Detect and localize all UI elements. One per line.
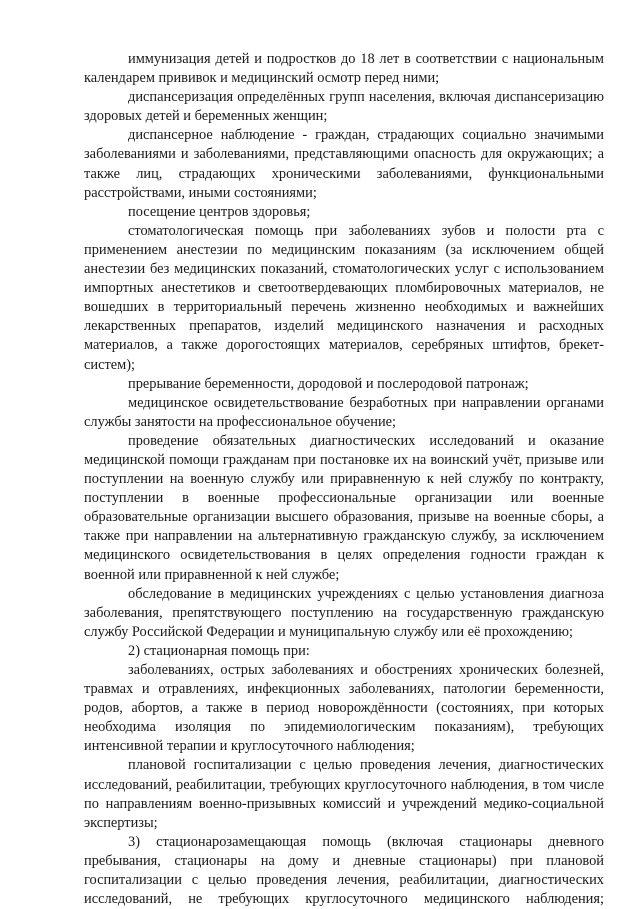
paragraph-planned-hospitalization: плановой госпитализации с целью проведения лечения, диагностических исследований, реабилитации, требующих круглосуточного наблюдения, в том числе по направлениям военно-призывных комиссий и учреждений медико-социальной экспертизы;: [84, 757, 604, 831]
paragraph-day-hospital: 3) стационарозамещающая помощь (включая стационары дневного пребывания, стационары на дому и дневные стационары) при плановой госпитализации с целью проведения лечения, реабилитации, диагностических исследований, не требующих круглосуточного медицинского наблюдения;: [84, 833, 604, 908]
paragraph-acute-diseases: заболеваниях, острых заболеваниях и обострениях хронических болезней, травмах и отравлениях, инфекционных заболеваниях, патологии беременности, родов, абортов, а также в период новорождённости (состояниях, при которых необходима изоляция по эпидемиологическим показаниям), требующих интенсивной терапии и круглосуточного наблюдения;: [84, 662, 604, 755]
paragraph-health-centers: посещение центров здоровья;: [128, 203, 311, 220]
paragraph-military-exam: проведение обязательных диагностических исследований и оказание медицинской помощи гражданам при постановке их на воинский учёт, призыве или поступлении на военную службу или приравненную к ней службу по контракту, поступлении в военные профессиональные организации или военные образовательные организации высшего образования, призыве на военные сборы, а также при направлении на альтернативную гражданскую службу, за исключением медицинского освидетельствования в целях определения годности граждан к военной или приравненной к ней службе;: [84, 432, 604, 583]
paragraph-pregnancy: прерывание беременности, дородовой и послеродовой патронаж;: [128, 375, 529, 392]
heading-inpatient-care: 2) стационарная помощь при:: [128, 642, 310, 659]
paragraph-unemployed-exam: медицинское освидетельствование безработных при направлении органами службы занятости на профессиональное обучение;: [84, 394, 604, 430]
paragraph-immunization: иммунизация детей и подростков до 18 лет в соответствии с национальным календарем прививок и медицинский осмотр перед ними;: [84, 51, 604, 87]
document-body: [84, 50, 604, 909]
paragraph-dental-care: стоматологическая помощь при заболеваниях зубов и полости рта с применением анестезии по медицинским показаниям (за исключением общей анестезии без медицинских показаний, стоматологических услуг с использованием импортных анестетиков и светоотвердевающих пломбировочных материалов, не вошедших в территориальный перечень жизненно необходимых и важнейших лекарственных препаратов, изделий медицинского назначения и расходных материалов, а также дорогостоящих материалов, серебряных штифтов, брекет-систем);: [84, 222, 604, 373]
paragraph-dispensary-observation: диспансерное наблюдение - граждан, страдающих социально значимыми заболеваниями и заболеваниями, представляющими опасность для окружающих; а также лиц, страдающих хроническими заболеваниями, функциональными расстройствами, иными состояниями;: [84, 127, 604, 201]
paragraph-dispensarization: диспансеризация определённых групп населения, включая диспансеризацию здоровых детей и беременных женщин;: [84, 89, 604, 125]
paragraph-civil-service-exam: обследование в медицинских учреждениях с целью установления диагноза заболевания, препятствующего поступлению на государственную гражданскую службу Российской Федерации и муниципальную службу или её прохождению;: [84, 585, 604, 640]
